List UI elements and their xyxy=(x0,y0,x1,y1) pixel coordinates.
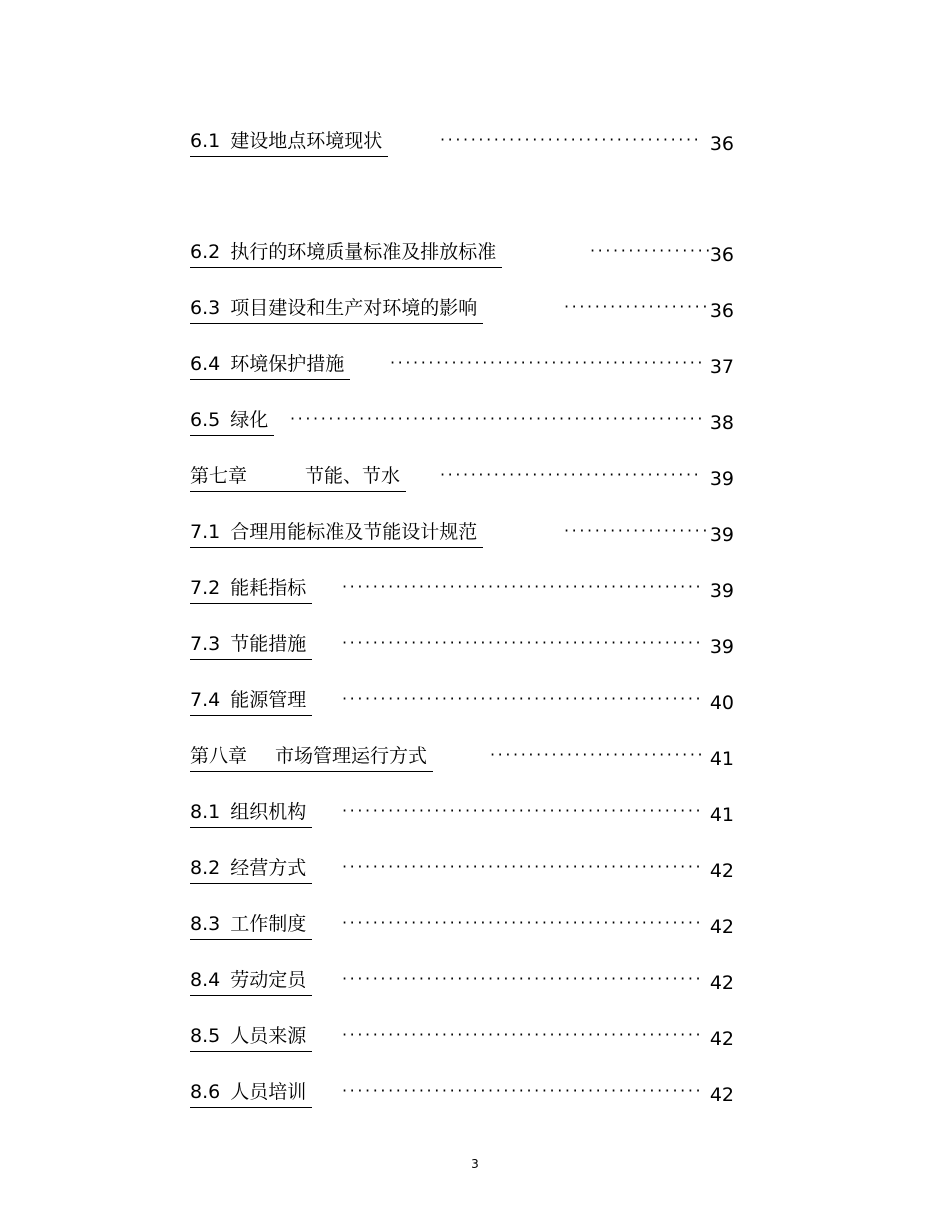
toc-entry-label[interactable] xyxy=(190,461,406,492)
toc-entry-page: 39 xyxy=(709,636,734,658)
toc-entry-page: 36 xyxy=(709,133,734,155)
toc-entry-title: 人员培训 xyxy=(230,1081,307,1103)
toc-entry-number: 8.5 xyxy=(190,1025,221,1047)
toc-entry-number: 7.4 xyxy=(190,689,221,711)
toc-entry-label[interactable] xyxy=(190,126,388,157)
toc-dot-leader: ·································· xyxy=(440,130,702,149)
toc-entry-label[interactable] xyxy=(190,965,312,996)
toc-entry[interactable] xyxy=(190,685,750,741)
toc-entry-title: 节能措施 xyxy=(230,633,307,655)
toc-dot-leader: ··············································· xyxy=(342,857,704,876)
toc-entry[interactable] xyxy=(190,909,750,965)
toc-entry-title: 人员来源 xyxy=(230,1025,307,1047)
toc-entry-number: 8.6 xyxy=(190,1081,221,1103)
toc-entry-page: 37 xyxy=(709,356,734,378)
toc-entry-page: 42 xyxy=(709,1028,734,1050)
toc-entry-title: 能源管理 xyxy=(230,689,307,711)
toc-dot-leader: ··············································· xyxy=(342,1025,704,1044)
toc-dot-leader: ··············································· xyxy=(342,801,704,820)
toc-entry[interactable] xyxy=(190,405,750,461)
toc-entry-label[interactable] xyxy=(190,405,274,436)
toc-entry-label[interactable] xyxy=(190,573,312,604)
toc-dot-leader: ···························· xyxy=(490,745,706,764)
toc-entry-title: 节能、节水 xyxy=(305,465,401,487)
toc-entry[interactable] xyxy=(190,965,750,1021)
toc-entry-label[interactable] xyxy=(190,797,312,828)
toc-entry-number: 6.3 xyxy=(190,297,221,319)
toc-entry[interactable] xyxy=(190,573,750,629)
toc-entry-number: 6.1 xyxy=(190,130,221,152)
toc-entry[interactable] xyxy=(190,517,750,573)
toc-entry[interactable] xyxy=(190,293,750,349)
toc-entry-label[interactable] xyxy=(190,349,350,380)
toc-entry-page: 36 xyxy=(709,244,734,266)
toc-entry[interactable] xyxy=(190,349,750,405)
toc-entry-number: 8.3 xyxy=(190,913,221,935)
toc-entry-title: 工作制度 xyxy=(230,913,307,935)
toc-entry-page: 42 xyxy=(709,972,734,994)
toc-entry-number: 8.4 xyxy=(190,969,221,991)
toc-dot-leader: ··············································· xyxy=(342,689,704,708)
toc-entry-title: 劳动定员 xyxy=(230,969,307,991)
toc-entry[interactable] xyxy=(190,1077,750,1133)
toc-entry[interactable] xyxy=(190,126,750,182)
toc-entry-label[interactable] xyxy=(190,1077,312,1108)
toc-entry-label[interactable] xyxy=(190,853,312,884)
toc-entry-label[interactable] xyxy=(190,517,483,548)
toc-entry-number: 7.3 xyxy=(190,633,221,655)
toc-entry-page: 39 xyxy=(709,580,734,602)
toc-entry-title: 环境保护措施 xyxy=(230,353,345,375)
toc-entry[interactable] xyxy=(190,1021,750,1077)
toc-entry-label[interactable] xyxy=(190,909,312,940)
toc-entry-page: 42 xyxy=(709,1084,734,1106)
toc-entry[interactable] xyxy=(190,629,750,685)
toc-chapter-entry[interactable] xyxy=(190,741,750,797)
toc-entry-label[interactable] xyxy=(190,293,483,324)
toc-dot-leader: ······················································ xyxy=(290,409,706,428)
toc-entry-page: 40 xyxy=(709,692,734,714)
toc-entry-number: 8.1 xyxy=(190,801,221,823)
toc-entry-number: 6.5 xyxy=(190,409,221,431)
toc-entry[interactable] xyxy=(190,853,750,909)
toc-entry-title: 合理用能标准及节能设计规范 xyxy=(230,521,478,543)
toc-entry[interactable] xyxy=(190,797,750,853)
toc-entry-page: 38 xyxy=(709,412,734,434)
toc-entry-number: 第八章 xyxy=(190,745,248,767)
toc-entry-number: 6.2 xyxy=(190,241,221,263)
toc-entry-number: 8.2 xyxy=(190,857,221,879)
toc-entry-number: 6.4 xyxy=(190,353,221,375)
toc-entry-number: 第七章 xyxy=(190,465,248,487)
toc-dot-leader: ··················· xyxy=(564,521,711,540)
toc-dot-leader: ··············································· xyxy=(342,913,704,932)
toc-dot-leader: ·································· xyxy=(440,465,702,484)
toc-entry-title: 能耗指标 xyxy=(230,577,307,599)
toc-entry-title: 绿化 xyxy=(230,409,269,431)
toc-entry-number: 7.2 xyxy=(190,577,221,599)
toc-entry-label[interactable] xyxy=(190,237,502,268)
toc-dot-leader: ··············································· xyxy=(342,633,704,652)
toc-dot-leader: ··················· xyxy=(564,297,711,316)
toc-entry-page: 39 xyxy=(709,468,734,490)
toc-entry-number: 7.1 xyxy=(190,521,221,543)
toc-entry[interactable] xyxy=(190,237,750,293)
toc-entry-page: 42 xyxy=(709,916,734,938)
toc-entry-label[interactable] xyxy=(190,741,433,772)
toc-entry-title: 组织机构 xyxy=(230,801,307,823)
toc-entry-label[interactable] xyxy=(190,629,312,660)
toc-entry-label[interactable] xyxy=(190,1021,312,1052)
toc-dot-leader: ········································· xyxy=(390,353,706,372)
toc-entry-label[interactable] xyxy=(190,685,312,716)
toc-chapter-entry[interactable] xyxy=(190,461,750,517)
toc-entry-page: 41 xyxy=(709,804,734,826)
toc-entry-page: 42 xyxy=(709,860,734,882)
page-number: 3 xyxy=(471,1157,479,1171)
toc-entry-page: 36 xyxy=(709,300,734,322)
toc-dot-leader: ··············································· xyxy=(342,1081,704,1100)
toc-dot-leader: ··············································· xyxy=(342,577,704,596)
toc-entry-title: 项目建设和生产对环境的影响 xyxy=(230,297,478,319)
toc-entry-title: 经营方式 xyxy=(230,857,307,879)
toc-entry-title: 建设地点环境现状 xyxy=(230,130,383,152)
table-of-contents xyxy=(190,126,750,1133)
toc-entry-page: 41 xyxy=(709,748,734,770)
toc-dot-leader: ··············································· xyxy=(342,969,704,988)
toc-entry-title: 执行的环境质量标准及排放标准 xyxy=(230,241,497,263)
toc-entry-page: 39 xyxy=(709,524,734,546)
toc-dot-leader: ················ xyxy=(590,241,713,260)
toc-entry-title: 市场管理运行方式 xyxy=(275,745,428,767)
